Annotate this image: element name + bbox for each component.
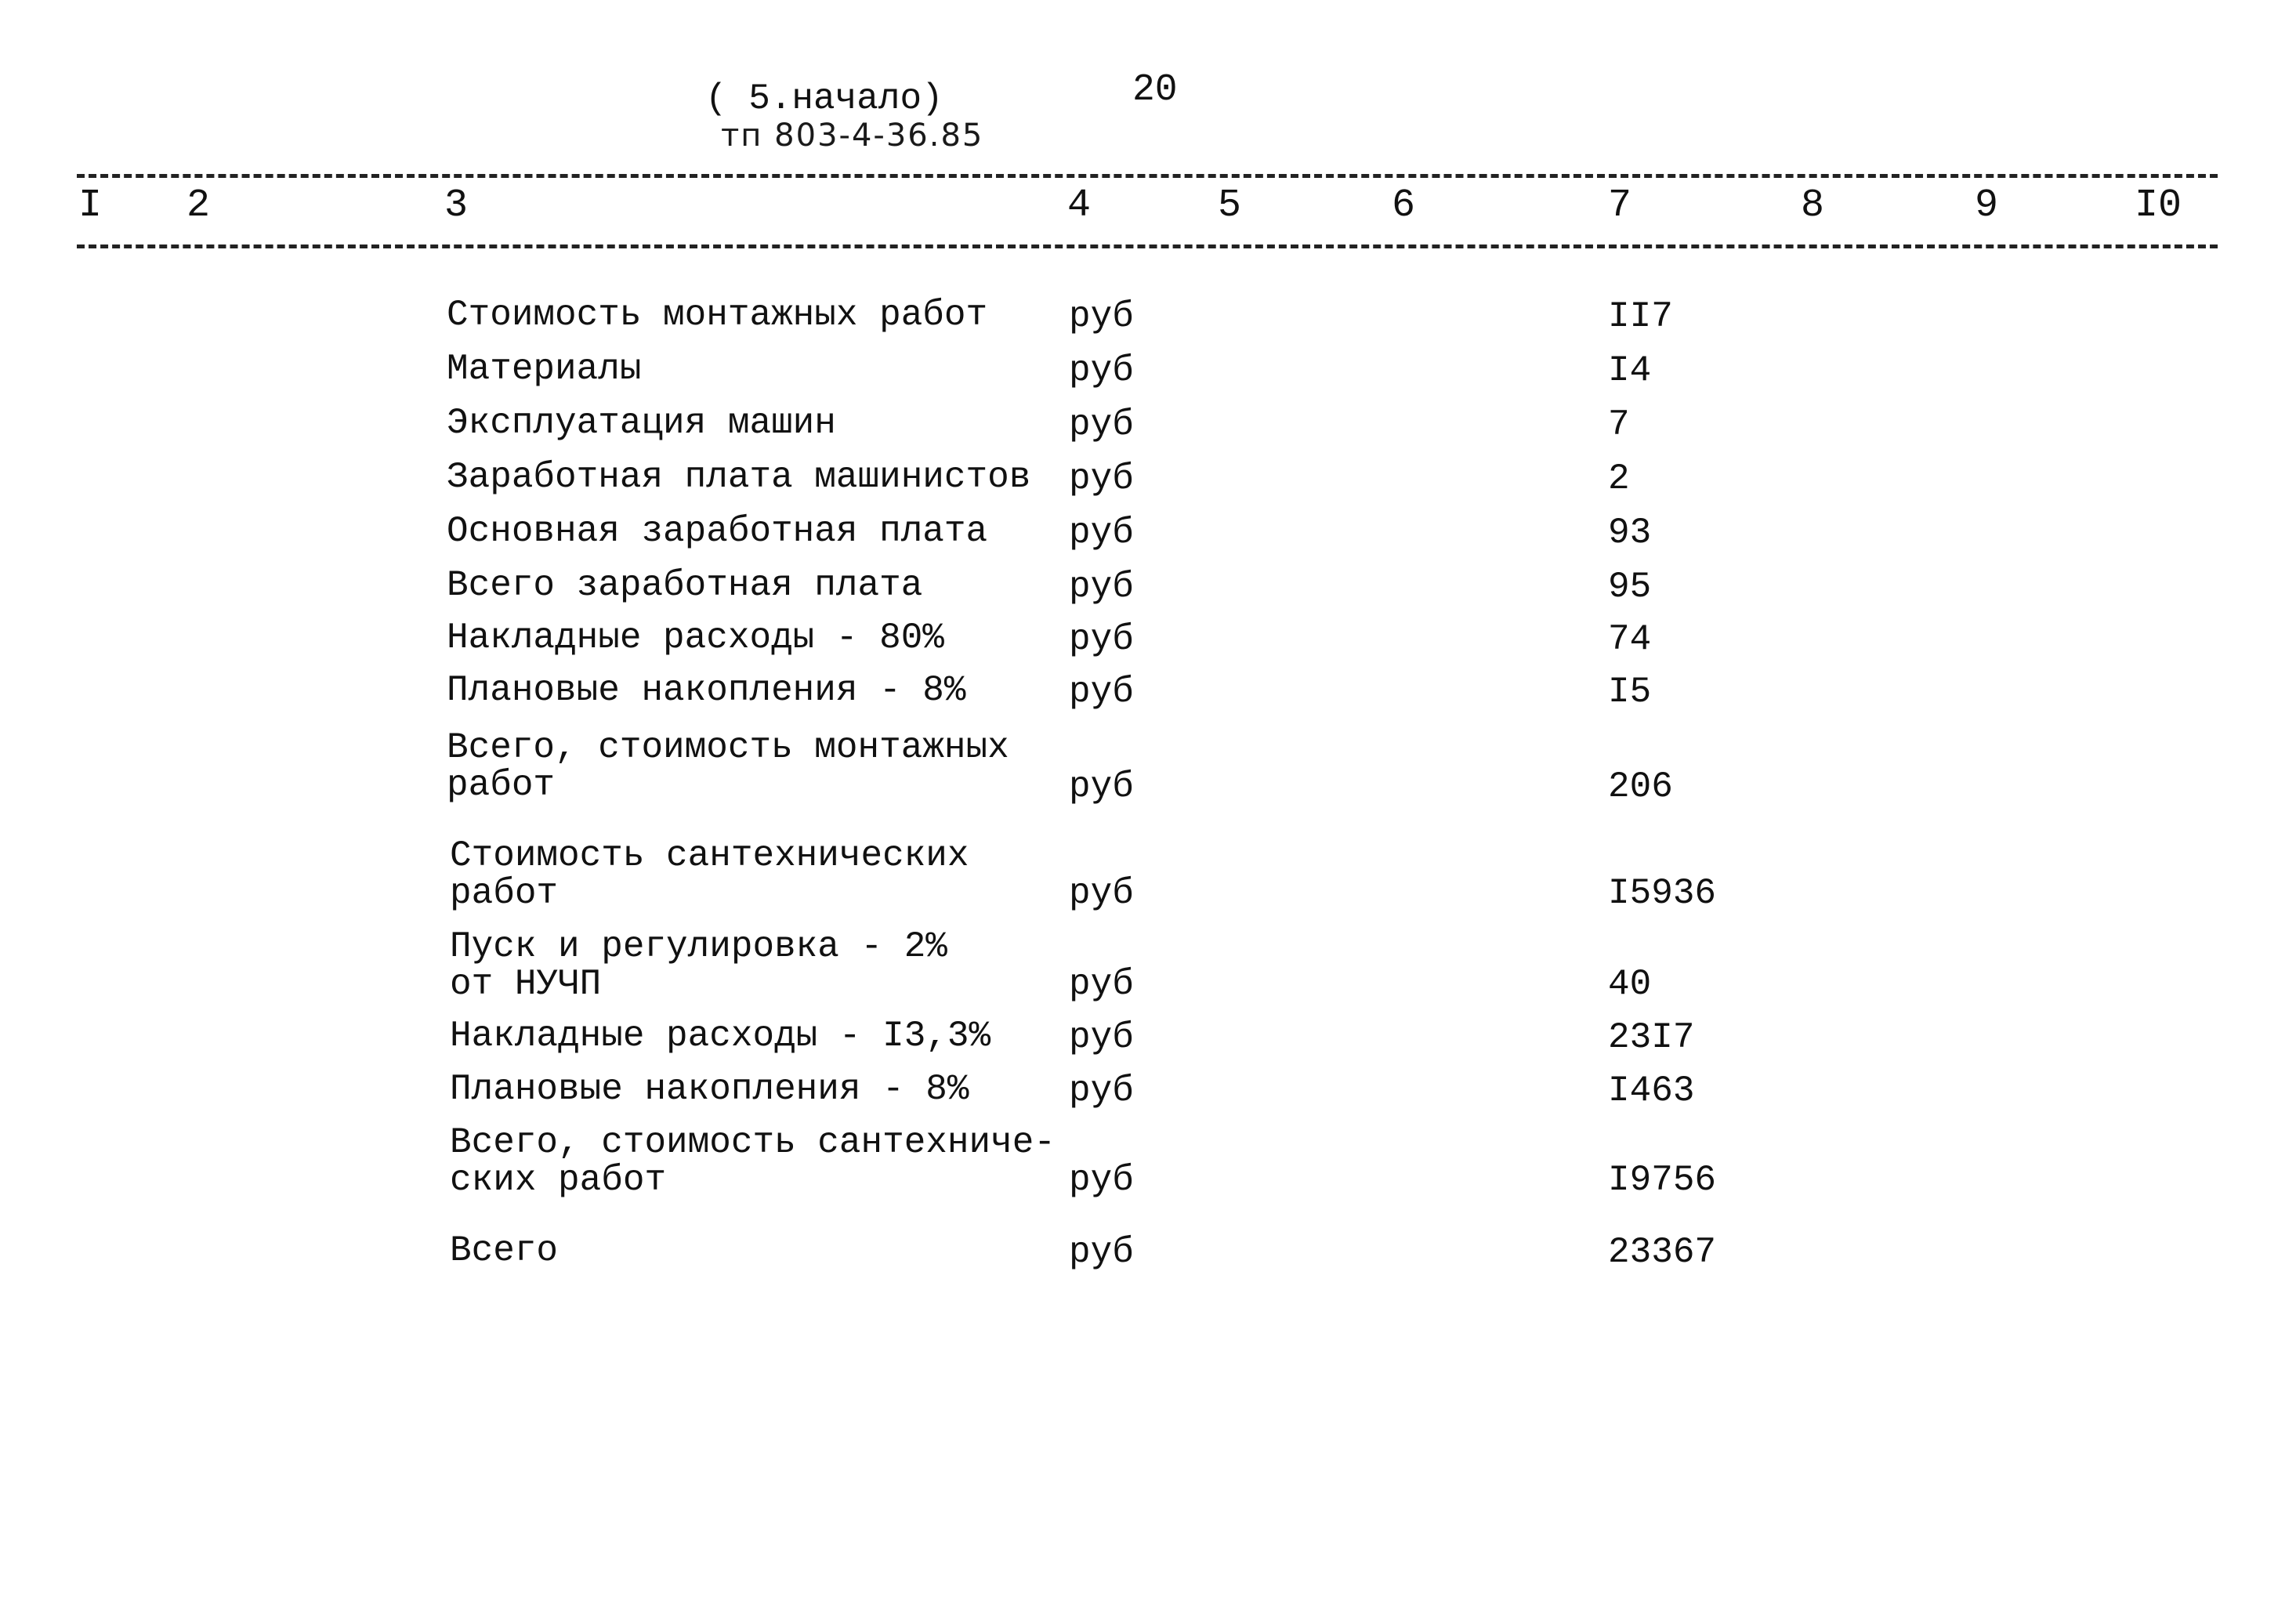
column-header-6: 6	[1392, 183, 1416, 228]
row-1-name: Стоимость монтажных работ	[447, 295, 988, 335]
row-5-unit: руб	[1069, 513, 1134, 553]
row-5-name: Основная заработная плата	[447, 511, 988, 552]
row-9-name: Всего, стоимость монтажных работ	[447, 727, 1009, 806]
row-12-name: Накладные расходы - I3,3%	[450, 1016, 991, 1056]
row-13-name: Плановые накопления - 8%	[450, 1069, 969, 1110]
row-10-name: Стоимость сантехнических работ	[450, 835, 969, 914]
column-header-8: 8	[1801, 183, 1825, 228]
row-8-unit: руб	[1069, 672, 1134, 712]
column-header-1: I	[78, 183, 103, 228]
column-header-9: 9	[1975, 183, 1999, 228]
document-code: тп 803-4-36.85	[721, 118, 984, 154]
row-2-unit: руб	[1069, 350, 1134, 391]
row-4-value: 2	[1608, 458, 1630, 499]
row-4-name: Заработная плата машинистов	[447, 457, 1031, 498]
row-6-unit: руб	[1069, 567, 1134, 607]
column-header-5: 5	[1218, 183, 1242, 228]
row-10-unit: руб	[1069, 873, 1134, 914]
row-15-value: 23367	[1608, 1232, 1717, 1273]
row-11-unit: руб	[1069, 964, 1134, 1005]
row-10-value: I5936	[1608, 873, 1717, 914]
row-4-unit: руб	[1069, 458, 1134, 499]
row-8-name: Плановые накопления - 8%	[447, 670, 966, 711]
section-label: ( 5.начало)	[705, 78, 943, 119]
row-11-value: 40	[1608, 964, 1652, 1005]
page-number: 20	[1132, 69, 1178, 111]
row-12-value: 23I7	[1608, 1017, 1695, 1058]
row-1-value: II7	[1608, 296, 1673, 337]
row-3-name: Эксплуатация машин	[447, 403, 836, 444]
row-14-name: Всего, стоимость сантехниче- ских работ	[450, 1122, 1056, 1201]
row-7-value: 74	[1608, 619, 1652, 660]
row-13-value: I463	[1608, 1070, 1695, 1111]
row-15-unit: руб	[1069, 1232, 1134, 1273]
row-3-unit: руб	[1069, 404, 1134, 445]
row-1-unit: руб	[1069, 296, 1134, 337]
row-14-unit: руб	[1069, 1160, 1134, 1201]
row-13-unit: руб	[1069, 1070, 1134, 1111]
row-6-value: 95	[1608, 567, 1652, 607]
bottom-dashed-rule	[77, 244, 2218, 248]
row-5-value: 93	[1608, 513, 1652, 553]
row-9-unit: руб	[1069, 766, 1134, 807]
row-3-value: 7	[1608, 404, 1630, 445]
row-7-unit: руб	[1069, 619, 1134, 660]
top-dashed-rule	[77, 174, 2218, 178]
row-2-name: Материалы	[447, 349, 642, 389]
row-7-name: Накладные расходы - 80%	[447, 618, 944, 658]
column-header-4: 4	[1067, 183, 1092, 228]
row-14-value: I9756	[1608, 1160, 1717, 1201]
row-9-value: 206	[1608, 766, 1673, 807]
row-8-value: I5	[1608, 672, 1652, 712]
column-header-2: 2	[187, 183, 211, 228]
row-6-name: Всего заработная плата	[447, 565, 923, 606]
row-11-name: Пуск и регулировка - 2% от НУЧП	[450, 926, 947, 1005]
column-header-7: 7	[1608, 183, 1632, 228]
column-header-3: 3	[444, 183, 469, 228]
row-12-unit: руб	[1069, 1017, 1134, 1058]
row-2-value: I4	[1608, 350, 1652, 391]
column-header-10: I0	[2135, 183, 2182, 228]
row-15-name: Всего	[450, 1230, 559, 1271]
